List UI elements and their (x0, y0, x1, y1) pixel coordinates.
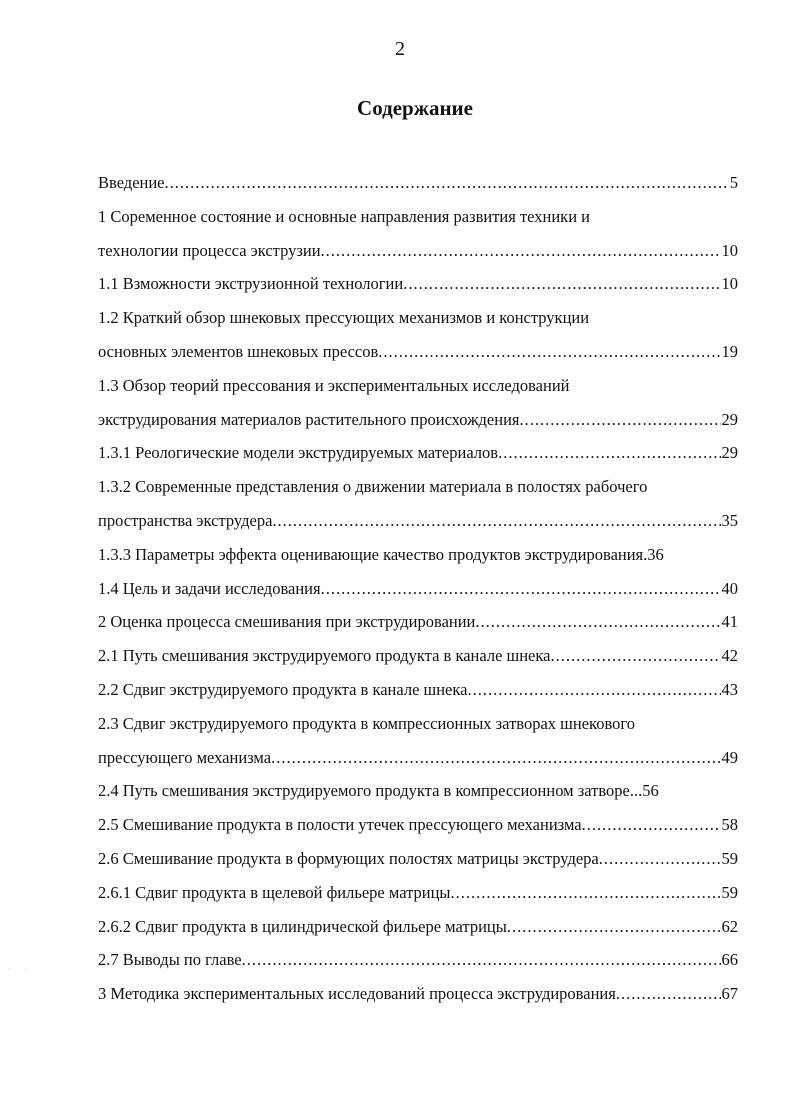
toc-entry: 3 Методика экспериментальных исследований процесса экструдирования ..... 67 (98, 977, 738, 1011)
toc-entry: 1.1 Взможности экструзионной технологии ..... 10 (98, 267, 738, 301)
toc-entry-first-line: 1 Соременное состояние и основные направления развития техники и (98, 206, 590, 226)
table-of-contents (98, 166, 738, 1011)
toc-entry: 1.3.1 Реологические модели экструдируемых материалов ..... 29 (98, 436, 738, 470)
toc-entry: прессующего механизма ..... 49 (98, 741, 738, 775)
toc-entry-first-line: 1.2 Краткий обзор шнековых прессующих механизмов и конструкции (98, 308, 590, 328)
toc-entry-first-line: 1.3 Обзор теорий прессования и экспериментальных исследований (98, 375, 570, 395)
toc-entry: 2.7 Выводы по главе ..... 66 (98, 943, 738, 977)
toc-entry: 1.3.3 Параметры эффекта оценивающие качество продуктов экструдирования.36 (98, 544, 664, 564)
toc-entry-first-line: 2.3 Сдвиг экструдируемого продукта в компрессионных затворах шнекового (98, 713, 635, 733)
toc-entry: 2.6.1 Сдвиг продукта в щелевой фильере матрицы ..... 59 (98, 876, 738, 910)
toc-entry-first-line: 1.3.2 Современные представления о движении материала в полостях рабочего (98, 477, 648, 497)
toc-entry: 1.4 Цель и задачи исследования ..... 40 (98, 572, 738, 606)
toc-entry: пространства экструдера ..... 35 (98, 504, 738, 538)
toc-entry: основных элементов шнековых прессов ..... 19 (98, 335, 738, 369)
toc-entry: экструдирования материалов растительного происхождения ..... 29 (98, 403, 738, 437)
toc-entry: технологии процесса экструзии ..... 10 (98, 234, 738, 268)
page-number: 2 (395, 38, 405, 60)
toc-entry: 2.6 Смешивание продукта в формующих полостях матрицы экструдера ..... 59 (98, 842, 738, 876)
scan-artifact: · · (8, 965, 34, 974)
toc-entry: 2.6.2 Сдвиг продукта в цилиндрической фильере матрицы ..... 62 (98, 910, 738, 944)
toc-entry: Введение ..... 5 (98, 166, 738, 200)
toc-entry: 2 Оценка процесса смешивания при экструдировании ..... 41 (98, 605, 738, 639)
toc-entry: 2.5 Смешивание продукта в полости утечек прессующего механизма ..... 58 (98, 808, 738, 842)
toc-entry: 2.2 Сдвиг экструдируемого продукта в канале шнека ..... 43 (98, 673, 738, 707)
toc-entry: 2.4 Путь смешивания экструдируемого продукта в компрессионном затворе...56 (98, 781, 659, 801)
toc-entry: 2.1 Путь смешивания экструдируемого продукта в канале шнека ..... 42 (98, 639, 738, 673)
page-title: Содержание (357, 96, 473, 120)
